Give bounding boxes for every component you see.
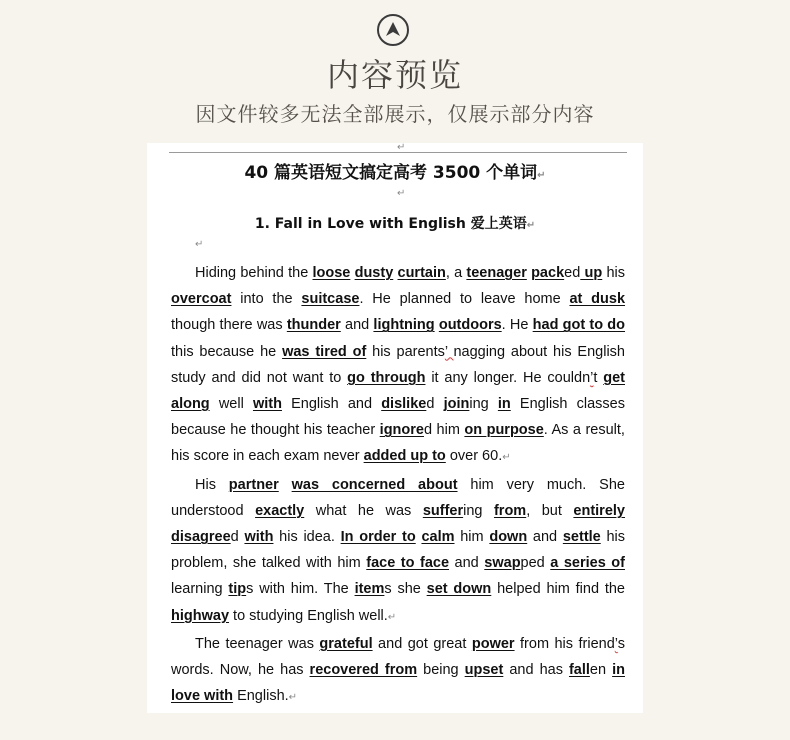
vocabulary-word: exactly xyxy=(255,502,305,519)
vocabulary-word: highway xyxy=(171,607,230,624)
text-run: it any longer. He couldn xyxy=(425,369,591,386)
vocabulary-word: outdoors xyxy=(438,317,502,334)
vocabulary-word: tip xyxy=(228,581,247,598)
paragraph xyxy=(171,631,625,712)
spellcheck-mark: ’ xyxy=(444,343,454,360)
vocabulary-word: with xyxy=(252,396,282,413)
vocabulary-word: disagree xyxy=(171,529,231,546)
vocabulary-word: ignore xyxy=(379,422,424,439)
vocabulary-word: suffer xyxy=(422,502,464,519)
text-run: English and xyxy=(281,396,382,413)
vocabulary-word: power xyxy=(471,635,515,652)
text-run: . As a result, his score in each exam never xyxy=(171,422,625,465)
vocabulary-word: in xyxy=(497,396,511,413)
text-run: him very much. She understood xyxy=(171,476,625,519)
vocabulary-word: grateful xyxy=(319,635,373,652)
paragraph-mark: ↵ xyxy=(387,611,397,623)
vocabulary-word: thunder xyxy=(286,317,341,334)
text-run: from his friend xyxy=(514,635,615,652)
text-run: and has xyxy=(503,662,569,679)
text-run: this because he xyxy=(171,343,283,360)
vocabulary-word: down xyxy=(489,529,528,546)
paragraph xyxy=(171,472,625,631)
text-run: s she xyxy=(384,581,427,598)
vocabulary-word: upset xyxy=(464,662,504,679)
vocabulary-word: from xyxy=(493,502,527,519)
text-run: his idea. xyxy=(273,529,341,546)
vocabulary-word: swap xyxy=(484,555,521,572)
text-run: learning xyxy=(171,581,229,598)
text-run: d him xyxy=(423,422,465,439)
text-run: over 60. xyxy=(445,448,503,465)
vocabulary-word: at dusk xyxy=(569,291,626,308)
text-run: ing xyxy=(463,502,494,519)
text-run: d xyxy=(230,529,245,546)
text-run: and xyxy=(449,555,485,572)
text-run: his problem, she talked with him xyxy=(171,529,626,572)
vocabulary-word: calm xyxy=(421,529,455,546)
document-preview xyxy=(147,143,643,713)
vocabulary-word: go through xyxy=(347,369,426,386)
text-run: , but xyxy=(526,502,574,519)
document-body xyxy=(171,260,625,711)
vocabulary-word: fall xyxy=(568,662,590,679)
navigation-arrow-icon xyxy=(377,14,409,46)
vocabulary-word: dislike xyxy=(381,396,427,413)
vocabulary-word: with xyxy=(244,529,274,546)
text-run: what he was xyxy=(304,502,423,519)
text-run: well xyxy=(209,396,253,413)
text-run: . He planned to leave home xyxy=(359,291,570,308)
text-run: helped him find the xyxy=(491,581,625,598)
vocabulary-word: recovered from xyxy=(309,662,418,679)
text-run: English classes because he thought his teacher xyxy=(171,396,625,439)
text-run: English. xyxy=(233,688,289,705)
vocabulary-word: up xyxy=(580,265,603,281)
paragraph-mark: ↵ xyxy=(195,239,204,250)
text-run: his xyxy=(602,265,625,281)
spellcheck-mark: ’ xyxy=(614,635,618,652)
text-run: and xyxy=(527,529,563,546)
text-run: The teenager was xyxy=(195,635,320,652)
text-run: ing xyxy=(469,396,498,413)
vocabulary-word: join xyxy=(443,396,470,413)
text-run: and got great xyxy=(372,635,472,652)
text-run: Hiding behind the xyxy=(195,265,313,281)
text-run xyxy=(279,477,292,493)
vocabulary-word: partner xyxy=(228,476,279,493)
vocabulary-word: entirely xyxy=(573,502,625,519)
document-title: 40 篇英语短文搞定高考 3500 个单词↵ xyxy=(244,163,546,183)
vocabulary-word: in love with xyxy=(171,662,625,705)
vocabulary-word: overcoat xyxy=(171,291,232,308)
text-run: ped xyxy=(520,555,551,572)
page-subtitle: 因文件较多无法全部展示，仅展示部分内容 xyxy=(195,102,595,126)
vocabulary-word: loose xyxy=(312,265,351,281)
vocabulary-word: pack xyxy=(531,265,565,281)
text-run: s words. Now, he has xyxy=(171,635,625,679)
text-run: nagging about his English study and did not want to xyxy=(171,343,625,386)
vocabulary-word: suitcase xyxy=(301,291,360,308)
text-run: being xyxy=(417,662,465,679)
section-title: 1. Fall in Love with English 爱上英语↵ xyxy=(254,216,536,232)
text-run: His xyxy=(195,476,229,493)
text-run: . He xyxy=(501,317,533,334)
text-run: t xyxy=(593,369,604,386)
text-run: ed xyxy=(564,265,581,281)
text-run: though there was xyxy=(171,317,287,334)
text-run: en xyxy=(589,662,613,679)
vocabulary-word: In order to xyxy=(340,529,416,546)
text-run: s with him. The xyxy=(246,581,355,598)
text-run: , a xyxy=(445,265,467,281)
paragraph xyxy=(171,260,625,472)
vocabulary-word: curtain xyxy=(397,265,446,281)
vocabulary-word: on purpose xyxy=(464,422,544,439)
paragraph-mark: ↵ xyxy=(502,452,511,464)
paragraph-mark: ↵ xyxy=(288,692,298,704)
vocabulary-word: face to face xyxy=(366,555,450,572)
vocabulary-word: lightning xyxy=(373,317,435,334)
text-run: his parents xyxy=(366,343,445,360)
vocabulary-word: was concerned about xyxy=(291,476,458,493)
text-run: him xyxy=(454,529,490,546)
vocabulary-word: had got to do xyxy=(532,317,626,334)
vocabulary-word: set down xyxy=(426,581,492,598)
page-title: 内容预览 xyxy=(326,56,463,94)
vocabulary-word: get along xyxy=(171,369,625,413)
text-run: into the xyxy=(231,291,302,308)
spellcheck-mark: ’ xyxy=(590,369,594,386)
paragraph-mark: ↵ xyxy=(397,142,406,153)
text-run: d xyxy=(426,396,444,413)
vocabulary-word: teenager xyxy=(466,265,527,281)
vocabulary-word: added up to xyxy=(363,448,446,465)
vocabulary-word: dusty xyxy=(354,265,394,281)
vocabulary-word: was tired of xyxy=(282,343,367,360)
vocabulary-word: item xyxy=(354,581,385,598)
paragraph-mark: ↵ xyxy=(397,188,406,199)
vocabulary-word: a series of xyxy=(550,555,625,572)
vocabulary-word: settle xyxy=(562,529,601,546)
text-run: to studying English well. xyxy=(229,607,388,624)
text-run: and xyxy=(340,317,374,334)
